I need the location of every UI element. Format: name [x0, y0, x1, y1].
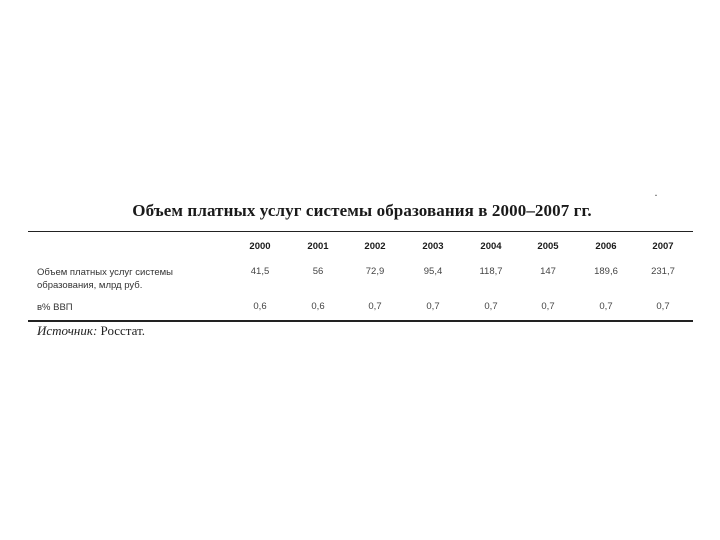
table-cell: 56	[312, 266, 324, 277]
table-cell: 72,9	[365, 266, 385, 277]
table-title: Объем платных услуг системы образования в 2000–2007 гг.	[132, 201, 592, 220]
source-value: Росстат.	[100, 323, 146, 338]
table-cell: 0,7	[541, 301, 555, 312]
table-bottom-rule	[28, 320, 693, 322]
year-header: 2004	[480, 241, 502, 252]
page-mark: ·	[654, 188, 658, 202]
table-cell: 0,7	[484, 301, 498, 312]
table-cell: 231,7	[651, 266, 675, 277]
table-cell: 0,6	[311, 301, 325, 312]
year-header: 2000	[249, 241, 271, 252]
table-cell: 0,7	[656, 301, 670, 312]
table-cell: 0,6	[253, 301, 267, 312]
year-header: 2003	[422, 241, 444, 252]
table-row	[0, 301, 720, 315]
table-cell: 0,7	[599, 301, 613, 312]
table-top-rule	[28, 231, 693, 232]
table-cell: 147	[540, 266, 556, 277]
table-header-row	[0, 241, 720, 255]
row-label: Объем платных услуг системы образования, млрд руб.	[37, 267, 173, 291]
row-label: в% ВВП	[37, 302, 73, 313]
year-header: 2002	[364, 241, 386, 252]
table-cell: 0,7	[368, 301, 382, 312]
table-row	[0, 266, 720, 294]
year-header: 2006	[595, 241, 617, 252]
source-note	[37, 323, 145, 339]
year-header: 2001	[307, 241, 329, 252]
table-cell: 95,4	[423, 266, 443, 277]
table-cell: 118,7	[479, 266, 503, 277]
year-header: 2007	[652, 241, 674, 252]
table-cell: 0,7	[426, 301, 440, 312]
year-header: 2005	[537, 241, 559, 252]
table-cell: 41,5	[250, 266, 270, 277]
source-label: Источник:	[37, 323, 98, 338]
table-cell: 189,6	[594, 266, 618, 277]
